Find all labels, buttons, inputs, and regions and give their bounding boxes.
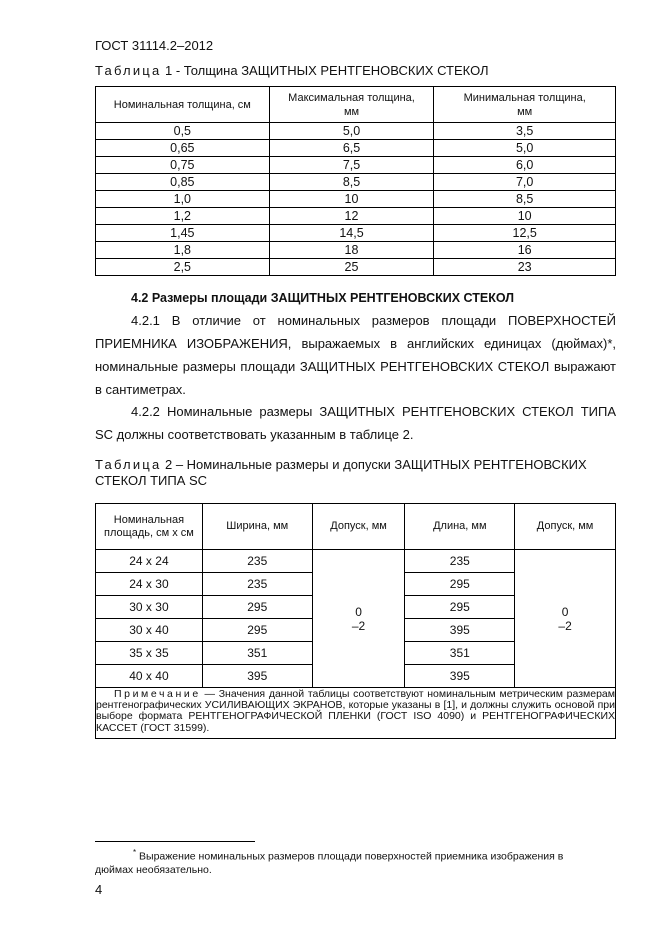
table-cell: 0,85	[96, 174, 270, 191]
tolerance-lower: –2	[351, 618, 366, 633]
table-cell: 0,65	[96, 140, 270, 157]
column-header: Номинальная толщина, см	[96, 87, 270, 123]
table-row	[96, 191, 616, 208]
table-row	[96, 242, 616, 259]
column-header: Ширина, мм	[202, 504, 312, 550]
footnote-text: Выражение номинальных размеров площади поверхностей приемника изображения в дюймах необязательно.	[95, 850, 564, 876]
table-cell: 3,5	[434, 123, 616, 140]
table-cell: 235	[202, 550, 312, 573]
table2-caption-text: 2 – Номинальные размеры и допуски ЗАЩИТНЫХ РЕНТГЕНОВСКИХ СТЕКОЛ ТИПА SC	[95, 457, 587, 488]
table1-caption	[95, 63, 489, 78]
paragraph-text: 4.2.1 В отличие от номинальных размеров площади ПОВЕРХНОСТЕЙ ПРИЕМНИКА ИЗОБРАЖЕНИЯ, выражаемых в английских единицах (дюймах)*, номинальные размеры площади ЗАЩИТНЫХ РЕНТГЕНОВСКИХ СТЕКОЛ выражают в сантиметрах.	[95, 313, 616, 397]
table-cell: 12	[269, 208, 434, 225]
table-cell: 2,5	[96, 259, 270, 276]
table-cell: 0,75	[96, 157, 270, 174]
table-cell: 295	[405, 596, 515, 619]
paragraph-text: 4.2.2 Номинальные размеры ЗАЩИТНЫХ РЕНТГЕНОВСКИХ СТЕКОЛ ТИПА SC должны соответствовать указанным в таблице 2.	[95, 404, 616, 442]
note-label: Примечание	[114, 688, 201, 700]
table-cell: 6,5	[269, 140, 434, 157]
table2-caption-word: Таблица	[95, 457, 162, 472]
column-header: Номинальная площадь, см x см	[96, 504, 203, 550]
table-cell: 1,8	[96, 242, 270, 259]
table-cell: 23	[434, 259, 616, 276]
table-cell: 25	[269, 259, 434, 276]
table1-caption-text: 1 - Толщина ЗАЩИТНЫХ РЕНТГЕНОВСКИХ СТЕКОЛ	[161, 63, 489, 78]
table-cell: 295	[405, 573, 515, 596]
table-cell: 395	[405, 619, 515, 642]
table-cell: 8,5	[269, 174, 434, 191]
table-row	[96, 174, 616, 191]
table-cell: 16	[434, 242, 616, 259]
table-row	[96, 225, 616, 242]
table-body	[96, 550, 616, 739]
page-number: 4	[95, 882, 103, 897]
table-body	[96, 123, 616, 276]
footnote-marker: *	[133, 848, 137, 857]
table-cell: 12,5	[434, 225, 616, 242]
column-header: Допуск, мм	[312, 504, 405, 550]
sizes-table	[95, 503, 616, 739]
table-cell: 295	[202, 619, 312, 642]
tolerance-upper: 0	[355, 604, 362, 619]
paragraph-4-2-1	[95, 309, 616, 401]
table-cell: 351	[202, 642, 312, 665]
tolerance-upper: 0	[561, 604, 569, 619]
section-heading: 4.2 Размеры площади ЗАЩИТНЫХ РЕНТГЕНОВСКИХ СТЕКОЛ	[131, 291, 515, 305]
table-header-row	[96, 87, 616, 123]
table-cell: 235	[405, 550, 515, 573]
tolerance-cell	[515, 550, 616, 688]
thickness-table	[95, 86, 616, 276]
table-cell: 1,45	[96, 225, 270, 242]
table-cell: 10	[434, 208, 616, 225]
table-cell: 7,0	[434, 174, 616, 191]
table-cell: 7,5	[269, 157, 434, 174]
table-cell: 30 x 40	[96, 619, 203, 642]
table-note	[96, 688, 616, 739]
table-cell: 395	[405, 665, 515, 688]
table-row	[96, 123, 616, 140]
table-header-row	[96, 504, 616, 550]
table-cell: 8,5	[434, 191, 616, 208]
table1-caption-word: Таблица	[95, 63, 162, 78]
table-cell: 395	[202, 665, 312, 688]
table-row	[96, 259, 616, 276]
column-header: Максимальная толщина, мм	[269, 87, 434, 123]
table-cell: 35 x 35	[96, 642, 203, 665]
paragraph-4-2-2	[95, 400, 616, 446]
table-row	[96, 550, 616, 573]
table-row	[96, 140, 616, 157]
table-cell: 6,0	[434, 157, 616, 174]
table-cell: 1,2	[96, 208, 270, 225]
table-cell: 5,0	[269, 123, 434, 140]
table-cell: 0,5	[96, 123, 270, 140]
table-cell: 10	[269, 191, 434, 208]
table-cell: 24 x 24	[96, 550, 203, 573]
table-cell: 24 x 30	[96, 573, 203, 596]
document-header: ГОСТ 31114.2–2012	[95, 38, 214, 53]
tolerance-lower: –2	[558, 618, 572, 633]
table-row	[96, 208, 616, 225]
table-cell: 235	[202, 573, 312, 596]
note-text: — Значения данной таблицы соответствуют номинальным метрическим размерам рентгенографических УСИЛИВАЮЩИХ ЭКРАНОВ, которые указаны в [1], и должны служить основой при выборе формата РЕНТГЕНОГРАФИЧЕСКОЙ ПЛЕНКИ (ГОСТ ISO 4090) и РЕНТГЕНОГРАФИЧЕСКИХ КАССЕТ (ГОСТ 31599).	[96, 688, 615, 734]
table-cell: 30 x 30	[96, 596, 203, 619]
table-cell: 1,0	[96, 191, 270, 208]
table-note-row	[96, 688, 616, 739]
footnote	[95, 846, 589, 877]
table-cell: 5,0	[434, 140, 616, 157]
table-cell: 351	[405, 642, 515, 665]
column-header: Минимальная толщина, мм	[434, 87, 616, 123]
column-header: Длина, мм	[405, 504, 515, 550]
table-cell: 14,5	[269, 225, 434, 242]
table-cell: 40 x 40	[96, 665, 203, 688]
table-cell: 18	[269, 242, 434, 259]
column-header: Допуск, мм	[515, 504, 616, 550]
table2-caption	[95, 457, 616, 489]
tolerance-cell	[312, 550, 405, 688]
table-row	[96, 157, 616, 174]
table-cell: 295	[202, 596, 312, 619]
footnote-separator	[95, 841, 255, 842]
